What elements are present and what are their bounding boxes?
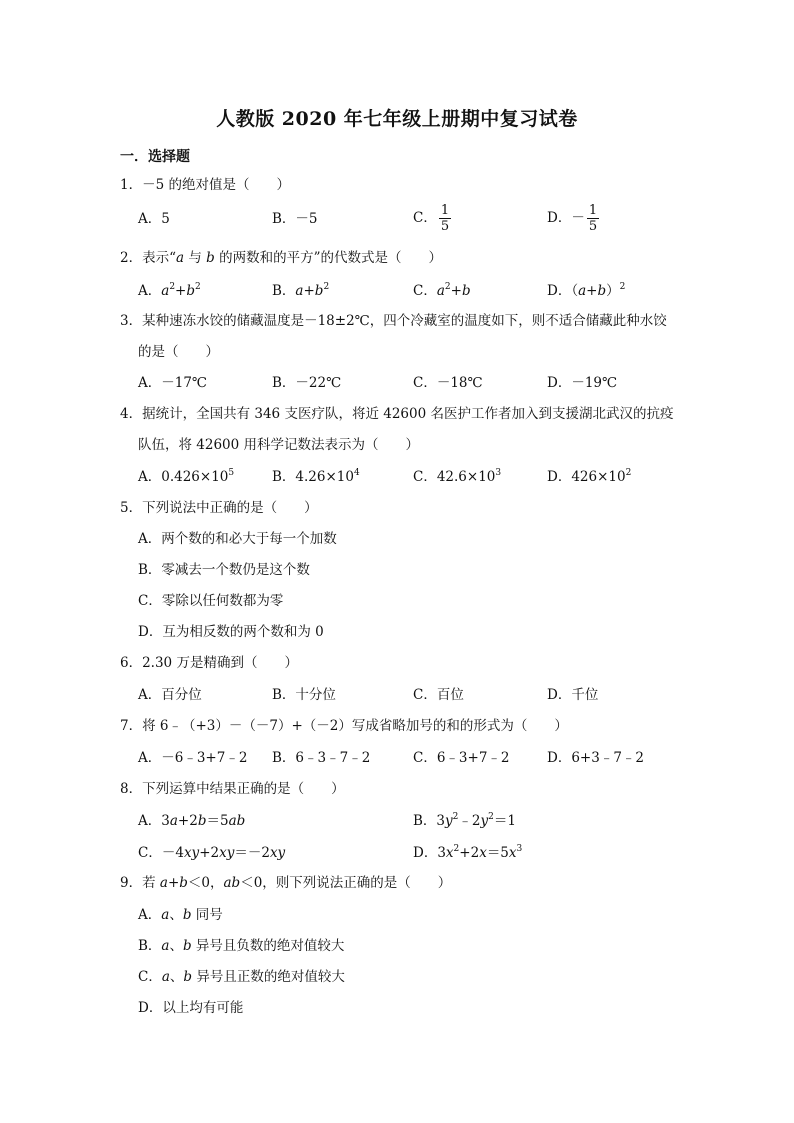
operator: +	[450, 283, 462, 299]
variable: x	[445, 845, 454, 861]
exponent: 2	[169, 282, 176, 292]
q8-option-a[interactable]	[138, 811, 245, 831]
exponent: 3	[516, 844, 523, 854]
question-9-stem	[120, 873, 451, 893]
exponent: 2	[323, 282, 330, 292]
exponent: 3	[495, 468, 502, 478]
stem-text: 9．若	[120, 875, 160, 891]
q1-option-d[interactable]	[547, 203, 599, 234]
variable: a	[169, 813, 178, 829]
question-4-stem-line1: 4．据统计，全国共有 346 支医疗队，将近 42600 名医护工作者加入到支援湖北武汉的抗疫	[120, 406, 674, 422]
q5-option-d[interactable]: D．互为相反数的两个数和为 0	[138, 624, 324, 640]
exponent: 2	[488, 812, 494, 822]
q3-option-d[interactable]: D．－19℃	[547, 375, 618, 391]
q8-option-b[interactable]	[413, 811, 516, 831]
q2-option-a[interactable]	[138, 281, 201, 301]
q7-option-c[interactable]: C．6﹣3+7﹣2	[413, 750, 510, 766]
coefficient: －4	[161, 845, 184, 861]
variable: x	[479, 845, 487, 861]
variable: a	[578, 283, 587, 299]
operator: ＝1	[493, 813, 516, 829]
variable: b	[182, 938, 192, 954]
operator: +2	[177, 813, 198, 829]
coefficient: 3	[161, 813, 170, 829]
variable: b	[597, 283, 607, 299]
option-text: 异号且负数的绝对值较大	[191, 938, 345, 954]
q5-option-c[interactable]: C．零除以任何数都为零	[138, 593, 284, 609]
variable: ab	[223, 875, 241, 891]
variable: b	[182, 907, 192, 923]
operator: ＝5	[206, 813, 229, 829]
q1-option-b[interactable]: B．－5	[272, 211, 318, 227]
option-label: B．	[413, 813, 437, 829]
q8-option-c[interactable]	[138, 843, 285, 863]
exponent: 5	[228, 468, 235, 478]
exponent: 2	[619, 282, 626, 292]
question-4-stem-line2: 队伍，将 42600 用科学记数法表示为（ ）	[138, 437, 420, 453]
q4-option-a[interactable]	[138, 467, 234, 487]
q5-option-a[interactable]: A．两个数的和必大于每一个加数	[138, 531, 337, 547]
q1-option-d-label: D．－	[547, 210, 585, 226]
exponent: 2	[625, 468, 632, 478]
stem-text: ＜0，	[187, 875, 224, 891]
fraction-numerator: 1	[588, 203, 598, 218]
q3-option-c[interactable]: C．－18℃	[413, 375, 483, 391]
question-2-stem	[120, 248, 442, 268]
separator: 、	[169, 969, 184, 985]
q9-option-b[interactable]	[138, 936, 344, 956]
q2-option-b[interactable]	[272, 281, 329, 301]
q3-option-b[interactable]: B．－22℃	[272, 375, 342, 391]
variable: b	[197, 813, 207, 829]
q1-option-c-label: C．	[413, 210, 437, 226]
variable: b	[186, 283, 196, 299]
variable: a	[176, 250, 185, 266]
option-text: 异号且正数的绝对值较大	[192, 969, 345, 985]
variable: a	[161, 969, 170, 985]
q1-option-c-fraction	[439, 203, 451, 234]
fraction-denominator: 5	[440, 219, 450, 234]
q2-option-c[interactable]	[413, 281, 471, 301]
separator: 、	[169, 907, 183, 923]
exponent: 2	[195, 282, 201, 292]
exponent: 2	[452, 812, 459, 822]
exponent: 4	[353, 468, 360, 478]
operator: +	[303, 283, 315, 299]
option-text: 同号	[191, 907, 223, 923]
variable: a	[161, 283, 170, 299]
coefficient: 3	[436, 813, 446, 829]
q6-option-b[interactable]: B．十分位	[272, 687, 336, 703]
option-text: B．4.26×10	[272, 469, 354, 485]
q9-option-a[interactable]	[138, 905, 223, 925]
q6-option-a[interactable]: A．百分位	[138, 687, 202, 703]
stem-text: 与	[184, 250, 207, 266]
question-1-stem: 1．－5 的绝对值是（ ）	[120, 177, 290, 193]
variable: b	[206, 250, 215, 266]
option-text: C．42.6×10	[413, 469, 496, 485]
q9-option-c[interactable]	[138, 967, 345, 987]
variable: a+b	[159, 875, 188, 891]
variable: b	[183, 969, 193, 985]
option-label: B．	[138, 938, 162, 954]
q3-option-a[interactable]: A．－17℃	[138, 375, 208, 391]
question-8-stem: 8．下列运算中结果正确的是（ ）	[120, 781, 345, 797]
q6-option-c[interactable]: C．百位	[413, 687, 464, 703]
variable: b	[461, 283, 471, 299]
variable: y	[445, 813, 453, 829]
q7-option-b[interactable]: B．6﹣3﹣7﹣2	[272, 750, 371, 766]
exponent: 2	[444, 282, 451, 292]
q2-option-d[interactable]	[547, 281, 625, 301]
question-3-stem-line2: 的是（ ）	[138, 344, 219, 360]
variable: a	[436, 283, 445, 299]
operator: ＝5	[486, 845, 509, 861]
q7-option-d[interactable]: D．6+3﹣7﹣2	[547, 750, 644, 766]
option-label: A．	[138, 813, 162, 829]
exponent: 2	[453, 844, 460, 854]
stem-text: ＜0，则下列说法正确的是（ ）	[240, 875, 452, 891]
stem-text: 2．表示“	[120, 250, 176, 266]
option-label: C．	[138, 845, 162, 861]
option-label: A．	[138, 283, 162, 299]
fraction-numerator: 1	[440, 203, 450, 218]
q1-option-a[interactable]: A．5	[138, 211, 170, 227]
option-text: A．0.426×10	[138, 469, 229, 485]
paren: ）	[606, 283, 620, 299]
option-label: D．	[413, 845, 438, 861]
variable: xy	[269, 845, 286, 861]
variable: ab	[228, 813, 246, 829]
q4-option-c[interactable]	[413, 467, 501, 487]
option-label: D．（	[547, 283, 579, 299]
operator: +2	[199, 845, 220, 861]
option-label: A．	[138, 907, 162, 923]
q9-option-d[interactable]: D．以上均有可能	[138, 1000, 244, 1016]
stem-text: 的两数和的平方”的代数式是（ ）	[214, 250, 443, 266]
fraction-denominator: 5	[588, 219, 598, 234]
option-text: D．426×10	[547, 469, 626, 485]
question-3-stem-line1: 3．某种速冻水饺的储藏温度是－18±2℃，四个冷藏室的温度如下，则不适合储藏此种水饺	[120, 313, 667, 329]
operator: +	[586, 283, 598, 299]
variable: a	[161, 938, 170, 954]
option-label: B．	[272, 283, 296, 299]
coefficient: 3	[437, 845, 446, 861]
variable: xy	[219, 845, 235, 861]
operator: ﹣2	[458, 813, 481, 829]
variable: y	[480, 813, 489, 829]
variable: a	[295, 283, 304, 299]
q4-option-d[interactable]	[547, 467, 631, 487]
section-heading: 一．选择题	[120, 149, 190, 165]
q6-option-d[interactable]: D．千位	[547, 687, 599, 703]
question-6-stem: 6．2.30 万是精确到（ ）	[120, 655, 298, 671]
question-7-stem: 7．将 6﹣（+3）－（－7）+（－2）写成省略加号的和的形式为（ ）	[120, 718, 568, 734]
q7-option-a[interactable]: A．－6﹣3+7﹣2	[138, 750, 248, 766]
q1-option-d-fraction	[587, 203, 599, 234]
option-label: C．	[138, 969, 162, 985]
variable: b	[314, 283, 324, 299]
operator: +	[175, 283, 187, 299]
variable: xy	[183, 845, 200, 861]
option-label: C．	[413, 283, 437, 299]
page-title: 人教版 2020 年七年级上册期中复习试卷	[216, 108, 578, 130]
q5-option-b[interactable]: B．零减去一个数仍是这个数	[138, 562, 310, 578]
operator: +2	[459, 845, 480, 861]
question-5-stem: 5．下列说法中正确的是（ ）	[120, 500, 318, 516]
variable: a	[161, 907, 170, 923]
q1-option-c[interactable]	[413, 203, 451, 234]
variable: x	[508, 845, 517, 861]
q8-option-d[interactable]	[413, 843, 522, 863]
separator: 、	[169, 938, 183, 954]
operator: ＝－2	[234, 845, 270, 861]
q4-option-b[interactable]	[272, 467, 360, 487]
